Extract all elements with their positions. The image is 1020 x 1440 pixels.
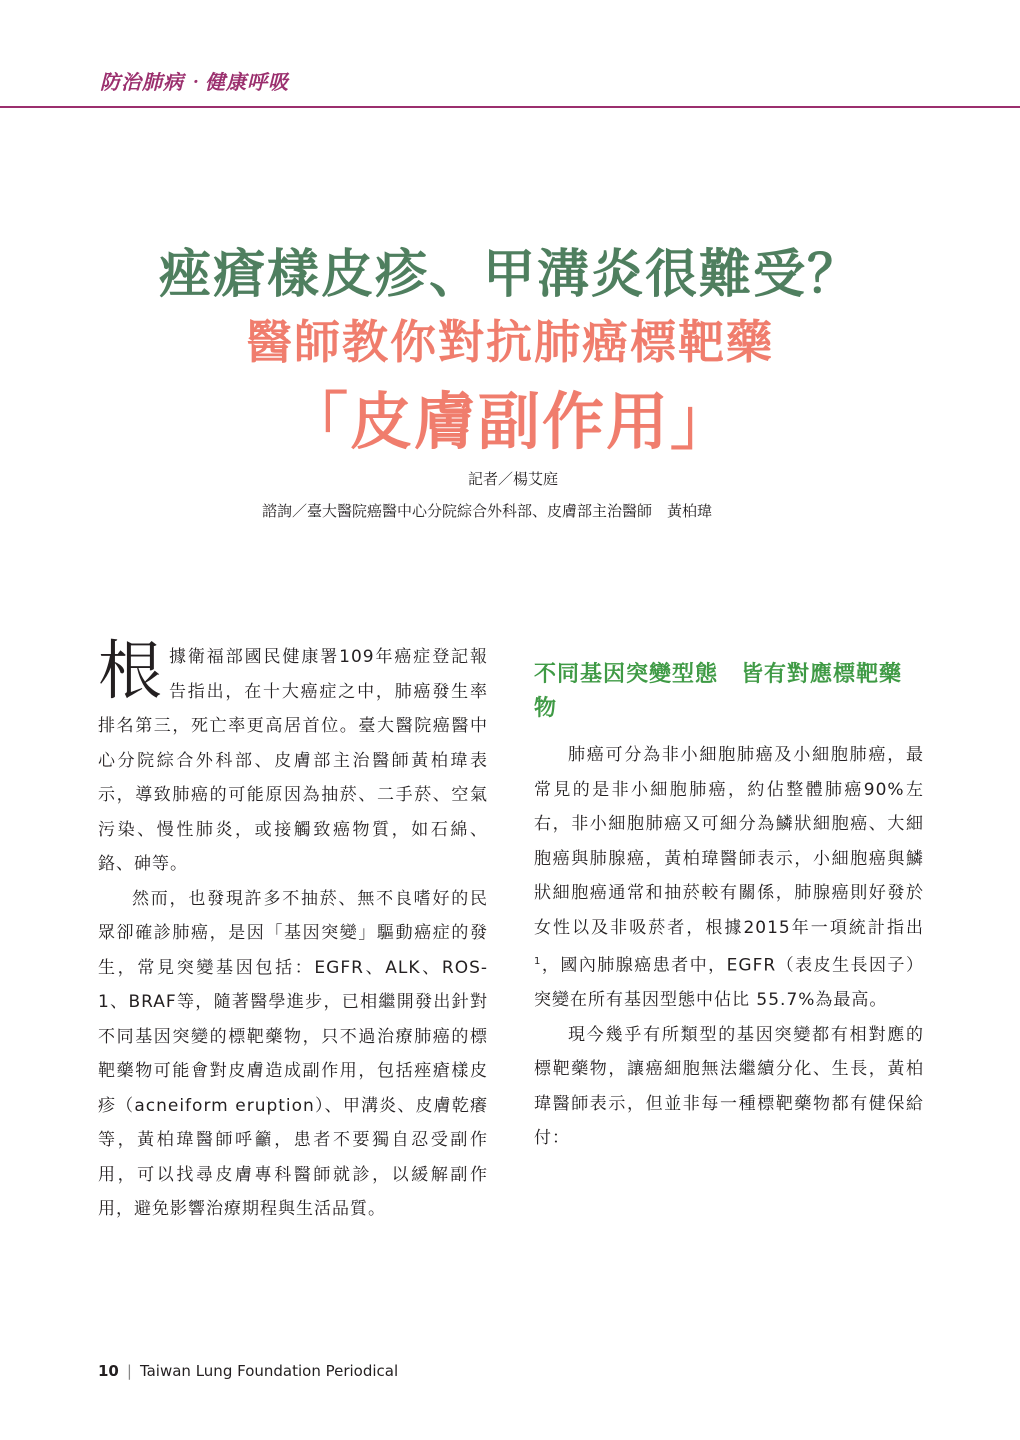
body-paragraph-4: 現今幾乎有所類型的基因突變都有相對應的標靶藥物，讓癌細胞無法繼續分化、生長，黃柏瑋醫師表示，但並非每一種標靶藥物都有健保給付：: [534, 1024, 924, 1149]
page-number: 10: [98, 1362, 119, 1380]
body-paragraph-3: [534, 738, 924, 1018]
left-column: [98, 635, 488, 1227]
body-paragraph-3-text-a: 肺癌可分為非小細胞肺癌及小細胞肺癌，最常見的是非小細胞肺癌，約佔整體肺癌90%左右，非小細胞肺癌又可細分為鱗狀細胞癌、大細胞癌與肺腺癌，黃柏瑋醫師表示，小細胞癌與鱗狀細胞癌通常和抽菸較有關係，肺腺癌則好發於女性以及非吸菸者，根據2015年一項統計指出: [534, 745, 924, 938]
article-title-line1: 痤瘡樣皮疹、甲溝炎很難受？: [158, 245, 861, 305]
intro-paragraph: [98, 635, 488, 882]
section-title: 防治肺病‧健康呼吸: [100, 70, 289, 94]
reference-marker: 1: [534, 956, 542, 967]
intro-paragraph-text: 據衛福部國民健康署109年癌症登記報告指出，在十大癌症之中，肺癌發生率排名第三，死亡率更高居首位。臺大醫院癌醫中心分院綜合外科部、皮膚部主治醫師黃柏瑋表示，導致肺癌的可能原因為抽菸、二手菸、空氣污染、慢性肺炎，或接觸致癌物質，如石綿、鉻、砷等。: [98, 647, 488, 874]
article-title-line2: 醫師教你對抗肺癌標靶藥: [246, 315, 774, 369]
page-footer: [98, 1362, 398, 1380]
article-title-line3: 「皮膚副作用」: [285, 385, 734, 458]
body-paragraph-3-text-b: ，國內肺腺癌患者中，EGFR（表皮生長因子）突變在所有基因型態中佔比 55.7%為最高。: [534, 955, 924, 1011]
reporter-byline: 記者／楊艾庭: [468, 470, 559, 488]
body-paragraph-2: 然而，也發現許多不抽菸、無不良嗜好的民眾卻確診肺癌，是因「基因突變」驅動癌症的發生，常見突變基因包括：EGFR、ALK、ROS-1、BRAF等，隨著醫學進步，已相繼開發出針對不同基因突變的標靶藥物，只不過治療肺癌的標靶藥物可能會對皮膚造成副作用，包括痤瘡樣皮疹（acneiform eruption）、甲溝炎、皮膚乾癢等，黃柏瑋醫師呼籲，患者不要獨自忍受副作用，可以找尋皮膚專科醫師就診，以緩解副作用，避免影響治療期程與生活品質。: [98, 888, 488, 1219]
header-divider: [0, 106, 1020, 108]
publication-name: Taiwan Lung Foundation Periodical: [139, 1362, 399, 1380]
footer-separator: |: [126, 1362, 132, 1380]
drop-cap: 根: [98, 635, 163, 709]
consultant-byline: 諮詢／臺大醫院癌醫中心分院綜合外科部、皮膚部主治醫師 黃柏瑋: [262, 502, 713, 520]
right-column: [534, 640, 924, 1156]
section-subheading: 不同基因突變型態 皆有對應標靶藥物: [534, 662, 903, 721]
